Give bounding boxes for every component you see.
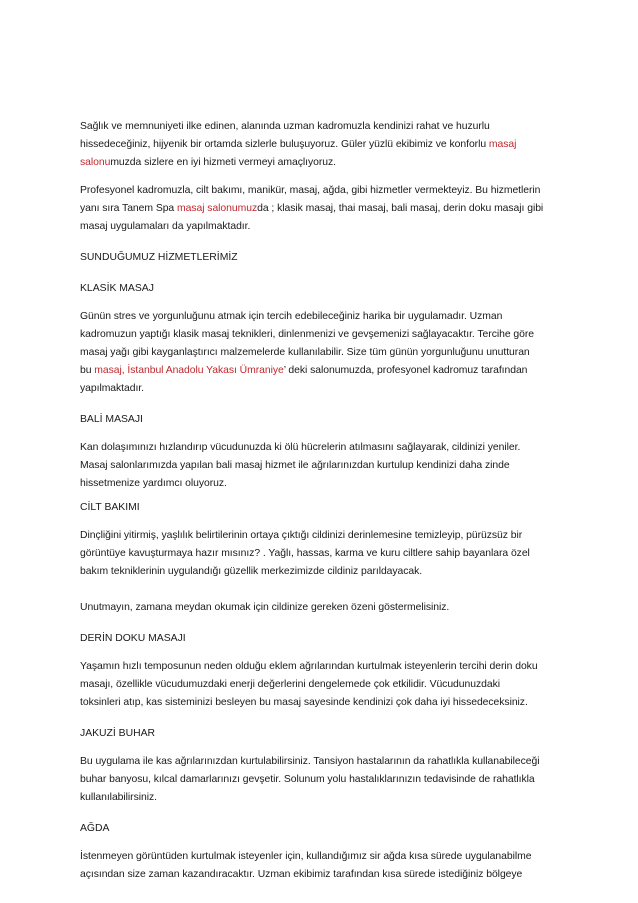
text-line: Kan dolaşımınızı hızlandırıp vücudunuzda ki ölü hücrelerin atılmasını sağlayarak, cildinizi yeniler.	[80, 442, 521, 453]
text-line	[80, 136, 582, 154]
text-span: ’ deki salonumuzda, profesyonel kadromuz tarafından	[283, 365, 528, 376]
text-line: bakım tekniklerinin uygulandığı güzellik merkezimizde cildiniz parıldayacak.	[80, 566, 423, 577]
text-line: buhar banyosu, kılcal damarlarınızı gevşetir. Solunum yolu hastalıklarınızın tedavisinde de rahatlıkla	[80, 774, 535, 785]
istanbul-link[interactable]: masaj, İstanbul Anadolu Yakası Ümraniye	[94, 365, 284, 376]
section-heading-jakuzi: JAKUZİ BUHAR	[80, 728, 156, 739]
text-line: Bu uygulama ile kas ağrılarınızdan kurtulabilirsiniz. Tansiyon hastalarının da rahatlıkla kullanabileceği	[80, 756, 540, 767]
text-span: hissedeceğiniz, hijyenik bir ortamda sizlerle buluşuyoruz. Güler yüzlü ekibimiz ve konforlu	[80, 139, 489, 150]
text-span: bu	[80, 365, 95, 376]
masaj-link[interactable]: masaj	[488, 139, 517, 150]
text-line	[80, 200, 582, 218]
text-line: kadromuzun yaptığı klasik masaj teknikleri, dinlenmenizi ve gevşemenizi sağlayacaktır. Tercihe göre	[80, 329, 534, 340]
klasik-paragraph	[80, 308, 582, 398]
text-line: yapılmaktadır.	[80, 383, 144, 394]
text-line: Günün stres ve yorgunluğunu atmak için tercih edebileceğiniz harika bir uygulamadır. Uzman	[80, 311, 503, 322]
text-line: görüntüye kavuşturmaya hazır mısınız? . Yağlı, hassas, karma ve kuru ciltlere sahip bayanlara özel	[80, 548, 530, 559]
jakuzi-paragraph	[80, 753, 582, 807]
cilt-reminder: Unutmayın, zamana meydan okumak için cildinize gereken özeni göstermelisiniz.	[80, 602, 450, 613]
services-heading: SUNDUĞUMUZ HİZMETLERİMİZ	[80, 252, 238, 263]
intro-paragraph-1	[80, 118, 582, 172]
text-line	[80, 154, 582, 172]
section-heading-derin: DERİN DOKU MASAJI	[80, 633, 186, 644]
section-heading-cilt: CİLT BAKIMI	[80, 502, 140, 513]
section-heading-bali: BALİ MASAJI	[80, 414, 143, 425]
text-span: muzda sizlere en iyi hizmeti vermeyi amaçlıyoruz.	[110, 157, 336, 168]
text-line: toksinleri atıp, kas sisteminizi besleyen bu masaj sayesinde kendinizi çok daha iyi hissedeceksiniz.	[80, 697, 528, 708]
text-line: açısından size zaman kazandıracaktır. Uzman ekibimiz tarafından kısa sürede istediğiniz bölgeye	[80, 869, 523, 880]
text-line: Profesyonel kadromuzla, cilt bakımı, manikür, masaj, ağda, gibi hizmetler vermekteyiz. Bu hizmetlerin	[80, 185, 541, 196]
bali-paragraph	[80, 439, 582, 493]
section-heading-klasik: KLASİK MASAJ	[80, 283, 154, 294]
text-line: hissetmenize yardımcı oluyoruz.	[80, 478, 227, 489]
section-heading-agda: AĞDA	[80, 823, 110, 834]
text-line: Dinçliğini yitirmiş, yaşlılık belirtilerinin ortaya çıktığı cildinizi derinlemesine temizleyip, pürüzsüz bir	[80, 530, 523, 541]
intro-paragraph-2	[80, 182, 582, 236]
agda-paragraph	[80, 848, 582, 884]
text-line: Yaşamın hızlı temposunun neden olduğu eklem ağrılarından kurtulmak isteyenlerin tercihi derin doku	[80, 661, 538, 672]
text-line: kullanılabilirsiniz.	[80, 792, 157, 803]
salonu-link[interactable]: salonu	[80, 157, 111, 168]
text-line: masaj uygulamaları da yapılmaktadır.	[80, 221, 251, 232]
text-line: masaj yağı gibi kayganlaştırıcı malzemelerde kullanılabilir. Size tüm günün yorgunluğunu unutturan	[80, 347, 530, 358]
text-span: yanı sıra Tanem Spa	[80, 203, 177, 214]
masaj-salonumuz-link[interactable]: masaj salonumuz	[177, 203, 258, 214]
text-line: Masaj salonlarımızda yapılan bali masaj hizmet ile ağrılarınızdan kurtulup kendinizi daha zinde	[80, 460, 510, 471]
text-span: da ; klasik masaj, thai masaj, bali masaj, derin doku masajı gibi	[257, 203, 544, 214]
text-line: İstenmeyen görüntüden kurtulmak isteyenler için, kullandığımız sir ağda kısa sürede uygulanabilme	[80, 851, 532, 862]
text-line	[80, 362, 582, 380]
derin-paragraph	[80, 658, 582, 712]
text-line: masajı, özellikle vücudumuzdaki enerji değerlerini dengelemede çok etkilidir. Vücudunuzdaki	[80, 679, 500, 690]
cilt-paragraph	[80, 527, 582, 581]
text-line: Sağlık ve memnuniyeti ilke edinen, alanında uzman kadromuzla kendinizi rahat ve huzurlu	[80, 121, 490, 132]
